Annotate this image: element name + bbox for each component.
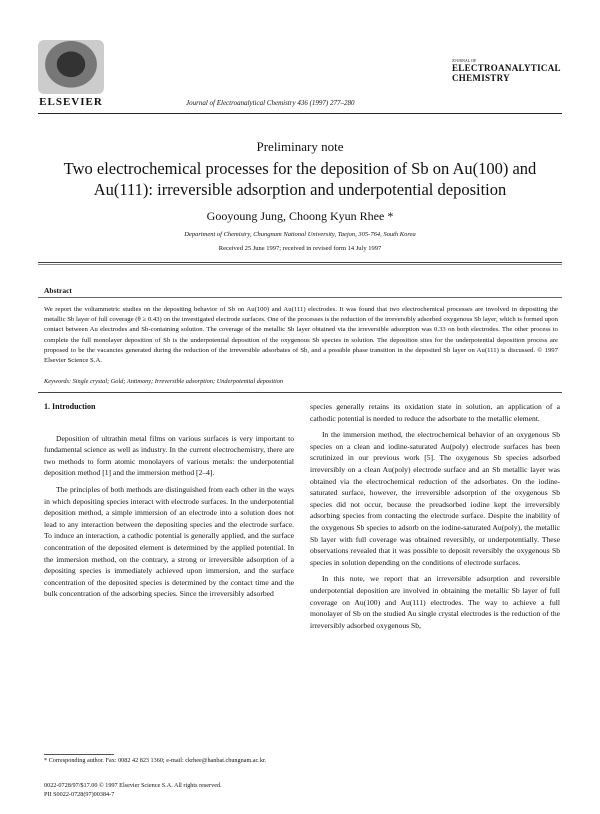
elsevier-tree-icon xyxy=(38,40,104,94)
copyright-block xyxy=(44,782,294,799)
header-divider xyxy=(38,113,562,114)
title-line-2: Au(111): irreversible adsorption and underpotential deposition xyxy=(93,180,507,199)
section-heading-introduction: 1. Introduction xyxy=(44,402,96,411)
elsevier-logo xyxy=(38,40,104,106)
journal-mark-small: JOURNAL OF xyxy=(452,58,477,63)
abstract-divider xyxy=(38,297,562,298)
abstract-heading: Abstract xyxy=(44,286,72,295)
paragraph: Deposition of ultrathin metal films on various surfaces is very important to fundamental science as well as industry. In the current electrochemistry, there are two methods to form atomic monolayers of various metals: the underpotential deposition method [1] and the immersion method [2–4]. xyxy=(44,433,294,478)
title-divider-secondary xyxy=(38,264,562,265)
journal-mark xyxy=(452,58,562,83)
journal-mark-line2: CHEMISTRY xyxy=(452,73,510,83)
article-type: Preliminary note xyxy=(256,139,344,154)
paragraph: In the immersion method, the electrochemical behavior of an oxygenous Sb species on a clean and iodine-saturated Au(poly) electrode surfaces has been scrutinized in our previous work [5]. The oxygenous Sb species adsorbed irreversibly on a clean Au(poly) electrode surface and an Sb metallic layer was obtained via the electrochemical reduction of the adsorbates. On the iodine-saturated surface, however, the irreversible adsorption of the oxygenous Sb species did not occur, because the preadsorbed iodine kept the irreversibly adsorbing species from contacting the electrode surface. Despite the inability of the oxygenous Sb species to adsorb on the iodine-saturated Au(poly), the metallic Sb layer with full coverage was obtained reversibly, or underpotentially. These observations revealed that it was possible to deposit reversibly the oxygenous Sb species in solution depending on the conditions of electrode surfaces. xyxy=(310,430,560,567)
title-divider xyxy=(38,262,562,263)
publisher-name: ELSEVIER xyxy=(39,96,103,108)
journal-reference: Journal of Electroanalytical Chemistry 436 (1997) 277–280 xyxy=(186,99,355,107)
abstract-text: We report the voltammetric studies on the depositing behavior of Sb on Au(100) and Au(111) electrodes. It was found that two electrochemical processes are involved in depositing the metallic Sb layer of full coverage (θ ≥ 0.43) on the investigated electrode surfaces. One of the processes is the reduction of the irreversibly adsorbed oxygenous Sb layer, which is formed upon contact between Au electrodes and Sb-containing solution. The coverage of the metallic Sb layer obtained via the irreversible adsorption was 0.33 on both electrodes. The other process to complete the full monolayer deposition of Sb is the underpotential deposition of the oxygenous Sb species in solution. The deposition sites for the underpotential deposition process are proposed to be the vacancies generated during the reduction of the irreversible adsorbates of Sb, and a possible phase transition in the deposited Sb layer on Au(111) is discussed. © 1997 Elsevier Science S.A. xyxy=(44,306,558,365)
body-column-left xyxy=(44,401,294,605)
paragraph: species generally retains its oxidation state in solution, an application of a cathodic potential is needed to reduce the adsorbate to the metallic element. xyxy=(310,402,560,423)
issn-line: 0022-0728/97/$17.00 © 1997 Elsevier Science S.A. All rights reserved. xyxy=(44,782,222,789)
paragraph: The principles of both methods are distinguished from each other in the ways in which depositing species interact with electrode surfaces. In the underpotential deposition method, a simple immersion of an electrode into a solution does not lead to any interaction between the depositing species and the electrode surface. To induce an interaction, a cathodic potential is generally applied, and the surface concentration of the deposited element is determined by the applied potential. In the immersion method, on the contrary, a strong or irreversible adsorption of a depositing species is immediately achieved upon immersion, and the surface concentration of the deposited species is determined by the contact time and the bulk concentration of the adsorbing species. Since the irreversibly adsorbed xyxy=(44,484,294,599)
journal-mark-line1: ELECTROANALYTICAL xyxy=(452,63,561,73)
author-affiliation: Department of Chemistry, Chungnam National University, Taejon, 305-764, South Korea xyxy=(184,231,416,238)
article-title xyxy=(38,158,562,200)
received-dates: Received 25 June 1997; received in revised form 14 July 1997 xyxy=(218,245,382,252)
footnote-divider xyxy=(44,754,114,755)
article-authors: Gooyoung Jung, Choong Kyun Rhee * xyxy=(206,209,394,223)
keywords: Keywords: Single crystal; Gold; Antimony; Irreversible adsorption; Underpotential deposition xyxy=(44,378,284,385)
title-line-1: Two electrochemical processes for the deposition of Sb on Au(100) and xyxy=(63,159,537,178)
corresponding-author-footnote: * Corresponding author. Fax: 0082 42 823 1360; e-mail: ckrhee@hanbat.chungnam.ac.kr. xyxy=(44,757,267,764)
body-column-right xyxy=(310,401,560,636)
keywords-divider xyxy=(38,392,562,393)
pii-line: PII S0022-0728(97)00384-7 xyxy=(44,790,115,798)
paragraph: In this note, we report that an irreversible adsorption and reversible underpotential deposition are involved in obtaining the metallic Sb layer of full coverage on Au(100) and Au(111) electrodes. The way to achieve a full monolayer of Sb on the studied Au single crystal electrodes is the reduction of the irreversibly adsorbed oxygenous Sb, xyxy=(310,574,560,630)
